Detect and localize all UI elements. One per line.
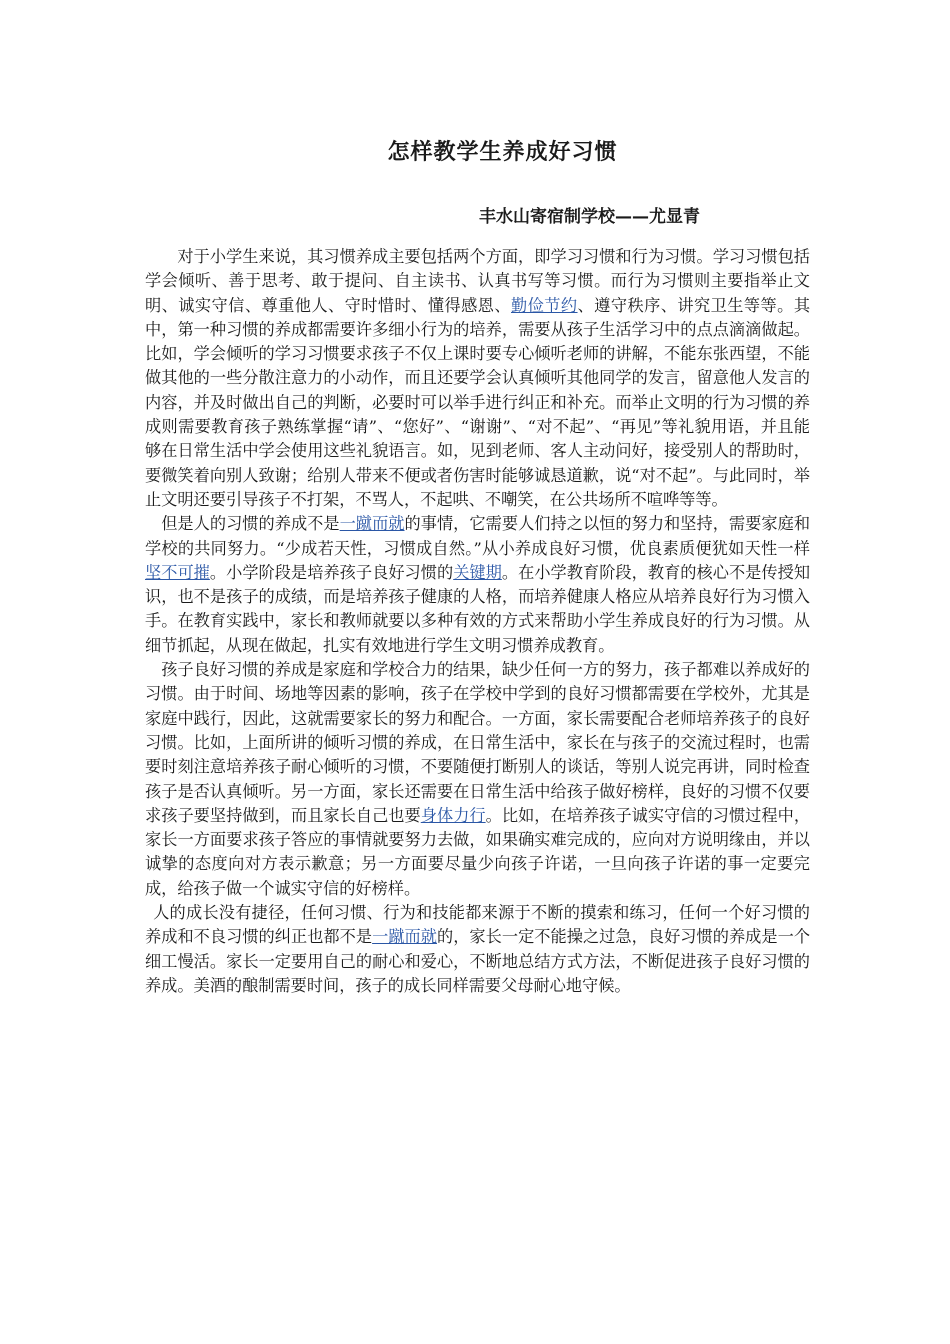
paragraph-text: 、遵守秩序、讲究卫生等等。其中，第一种习惯的养成都需要许多细小行为的培养，需要从孩子生活学习中的点点滴滴做起。比如，学会倾听的学习习惯要求孩子不仅上课时要专心倾听老师的讲解，不能东张西望，不能做其他的一些分散注意力的小动作，而且还要学会认真倾听其他同学的发言，留意他人发言的内容，并及时做出自己的判断，必要时可以举手进行纠正和补充。而举止文明的行为习惯的养成则需要教育孩子熟练掌握“请”、“您好”、“谢谢”、“对不起”、“再见”等礼貌用语，并且能够在日常生活中学会使用这些礼貌语言。如，见到老师、客人主动问好，接受别人的帮助时，要微笑着向别人致谢；给别人带来不便或者伤害时能够诚恳道歉，说“对不起”。与此同时，举止文明还要引导孩子不打架，不骂人，不起哄、不嘲笑，在公共场所不喧哗等等。 xyxy=(145,295,811,509)
hyperlink[interactable]: 一蹴而就 xyxy=(372,927,437,947)
paragraph-text: 但是人的习惯的养成不是 xyxy=(161,514,340,534)
paragraph xyxy=(145,512,810,658)
document-page xyxy=(145,135,810,998)
paragraph-text: 。小学阶段是培养孩子良好习惯的 xyxy=(209,562,454,582)
paragraph-text: 的事情，它需要人们持之以恒的努力和坚持，需要家庭和学校的共同努力。“少成若天性，习惯成自然。”从小养成良好习惯，优良素质便犹如天性一样 xyxy=(145,514,811,558)
document-author: 丰水山寄宿制学校——尤显青 xyxy=(479,207,700,227)
hyperlink[interactable]: 关键期 xyxy=(453,562,502,582)
paragraph-text: 人的成长没有捷径，任何习惯、行为和技能都来源于不断的摸索和练习，任何一个好习惯的养成和不良习惯的纠正也都不是 xyxy=(145,903,810,947)
paragraph-text: 孩子良好习惯的养成是家庭和学校合力的结果，缺少任何一方的努力，孩子都难以养成好的习惯。由于时间、场地等因素的影响，孩子在学校中学到的良好习惯都需要在学校外，尤其是家庭中践行，因此，这就需要家长的努力和配合。一方面，家长需要配合老师培养孩子的良好习惯。比如，上面所讲的倾听习惯的养成，在日常生活中，家长在与孩子的交流过程时，也需要时刻注意培养孩子耐心倾听的习惯，不要随便打断别人的谈话，等别人说完再讲，同时检查孩子是否认真倾听。另一方面，家长还需要在日常生活中给孩子做好榜样，良好的习惯不仅要求孩子要坚持做到，而且家长自己也要 xyxy=(145,660,810,825)
paragraph xyxy=(145,658,810,901)
hyperlink[interactable]: 身体力行 xyxy=(420,805,486,825)
paragraph-text: 。在小学教育阶段，教育的核心不是传授知识，也不是孩子的成绩，而是培养孩子健康的人格，而培养健康人格应从培养良好行为习惯入手。在教育实践中，家长和教师就要以多种有效的方式来帮助小学生养成良好的行为习惯。从细节抓起，从现在做起，扎实有效地进行学生文明习惯养成教育。 xyxy=(145,562,811,655)
paragraph-text: 的，家长一定不能操之过急，良好习惯的养成是一个细工慢活。家长一定要用自己的耐心和爱心，不断地总结方式方法，不断促进孩子良好习惯的养成。美酒的酿制需要时间，孩子的成长同样需要父母耐心地守候。 xyxy=(145,927,811,995)
document-body xyxy=(145,245,810,998)
paragraph xyxy=(145,245,810,512)
document-title: 怎样教学生养成好习惯 xyxy=(387,140,618,165)
paragraph-text: 对于小学生来说，其习惯养成主要包括两个方面，即学习习惯和行为习惯。学习习惯包括学会倾听、善于思考、敢于提问、自主读书、认真书写等习惯。而行为习惯则主要指举止文明、诚实守信、尊重他人、守时惜时、懂得感恩、 xyxy=(145,247,810,315)
hyperlink[interactable]: 勤俭节约 xyxy=(511,295,578,315)
paragraph-text: 。比如，在培养孩子诚实守信的习惯过程中，家长一方面要求孩子答应的事情就要努力去做，如果确实难完成的，应向对方说明缘由，并以诚挚的态度向对方表示歉意；另一方面要尽量少向孩子许诺，一旦向孩子许诺的事一定要完成，给孩子做一个诚实守信的好榜样。 xyxy=(145,805,811,898)
hyperlink[interactable]: 一蹴而就 xyxy=(339,514,405,534)
paragraph xyxy=(145,901,810,998)
hyperlink[interactable]: 坚不可摧 xyxy=(145,562,210,582)
